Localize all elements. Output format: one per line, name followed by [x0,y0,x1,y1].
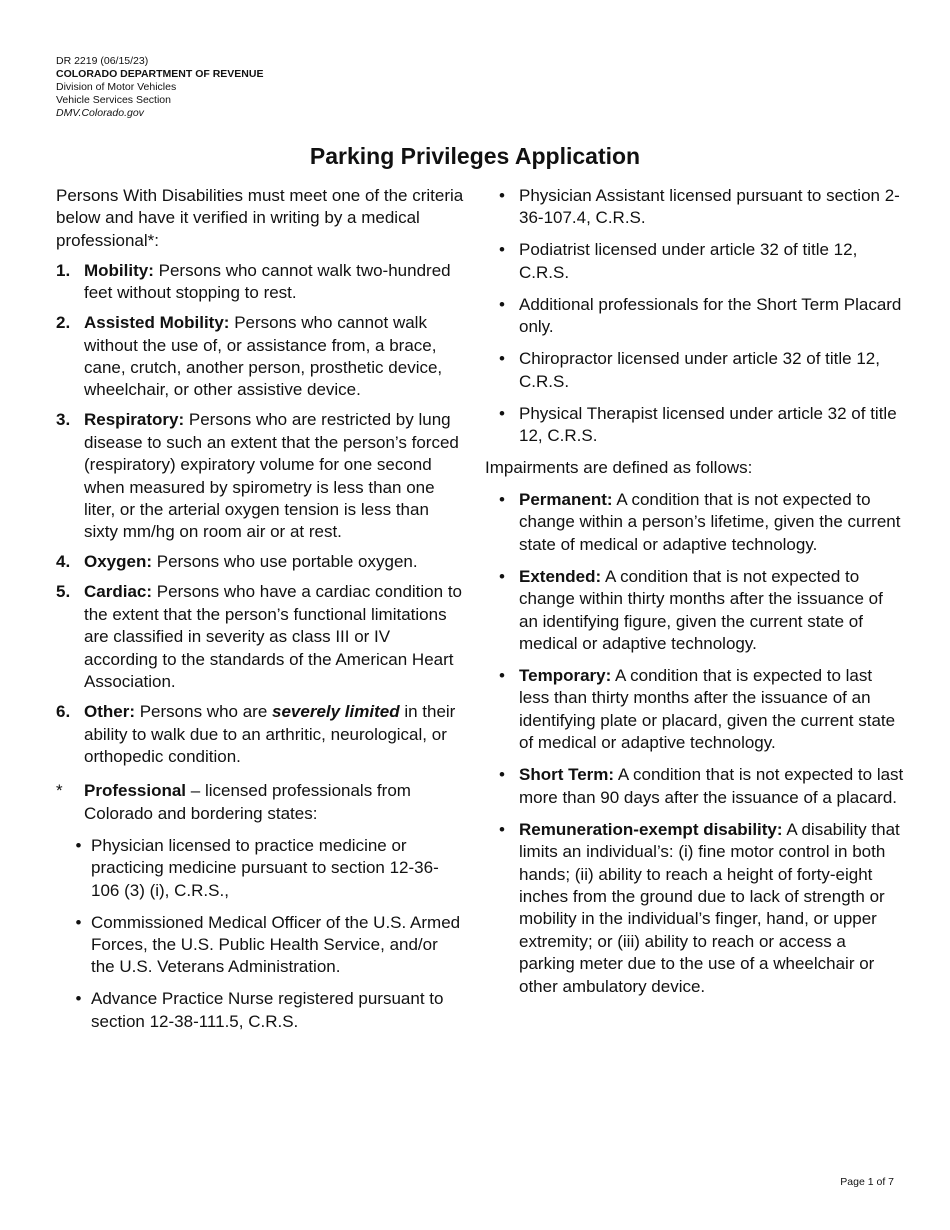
professional-item [66,835,466,902]
impairment-text: A condition that is not expected to last more than 90 days after the issuance of a placard. [519,765,904,807]
criterion-text: in their ability to walk due to an arthritic, neurological, or orthopedic condition. [84,702,456,766]
professional-item [485,239,905,284]
section-name: Vehicle Services Section [56,94,171,106]
bullet-icon: • [499,819,505,839]
bullet-icon: • [499,294,505,314]
criterion-cardiac [56,581,466,693]
criterion-body [84,701,466,768]
bullet-icon: • [499,566,505,586]
criterion-text: Persons who cannot walk two-hundred feet without stopping to rest. [84,260,451,303]
criterion-emphasis: severely limited [272,702,400,722]
bullet-icon: • [499,403,505,423]
professional-item-text: Physical Therapist licensed under article 32 of title 12, C.R.S. [519,403,897,446]
impairments-intro: Impairments are defined as follows: [485,458,753,478]
criterion-respiratory [56,409,466,543]
professional-item-text: Physician licensed to practice medicine or practicing medicine pursuant to section 12-36-106 (3) (i), C.R.S., [91,835,439,900]
bullet-icon: • [499,349,505,369]
criterion-oxygen [56,551,466,573]
form-number: DR 2219 (06/15/23) [56,55,149,67]
impairment-text: A disability that limits an individual’s: (i) fine motor control in both hands; (ii) ability to reach a height of forty-eight inches from the ground due to lack of strength or mobility in the individual’s finger, hand, or upper extremity; or (iii) ability to reach or access a parking meter due to the use of a wheelchair or other ambulatory device. [519,819,900,996]
impairment-extended [485,566,905,656]
professional-item [66,912,466,979]
impairment-text: A condition that is not expected to change within thirty months after the issuance of an identifying figure, given the current state of medical or adaptive technology. [519,566,883,654]
criterion-number: 5. [56,582,71,602]
impairment-label: Remuneration-exempt disability: [519,819,783,839]
bullet-icon: • [499,240,505,260]
criterion-body [84,551,466,573]
impairment-text: A condition that is not expected to change within a person’s lifetime, given the current state of medical or adaptive technology. [519,490,901,554]
professional-item-text: Podiatrist licensed under article 32 of title 12, C.R.S. [519,240,858,282]
criterion-text: Persons who are restricted by lung disease to such an extent that the person’s forced (respiratory) expiratory volume for one second when measured by spirometry is less than one liter, or the arterial oxygen tension is less than sixty mm/hg on room air or at rest. [84,410,459,542]
bullet-icon: • [499,490,505,510]
bullet-icon: • [75,912,82,932]
page-number: Page 1 of 7 [840,1176,894,1188]
criterion-body [84,409,466,543]
division-name: Division of Motor Vehicles [56,81,177,93]
right-column [485,185,905,998]
professional-item [485,294,905,339]
impairment-permanent [485,489,905,556]
impairment-text: A condition that is expected to last less than thirty months after the issuance of an identifying plate or placard, given the current state of medical or adaptive technology. [519,666,896,753]
professional-item-text: Advance Practice Nurse registered pursuant to section 12-38-111.5, C.R.S. [91,989,444,1031]
impairment-remuneration-exempt [485,819,905,998]
impairment-label: Short Term: [519,765,615,785]
criterion-number: 4. [56,552,71,572]
criterion-label: Assisted Mobility: [84,313,230,333]
intro-paragraph: Persons With Disabilities must meet one of the criteria below and have it verified in writing by a medical professional*: [56,186,464,250]
criterion-mobility [56,260,466,305]
bullet-icon: • [499,666,505,686]
professional-item-text: Commissioned Medical Officer of the U.S. Armed Forces, the U.S. Public Health Service, and/or the U.S. Veterans Administration. [91,912,461,977]
criterion-assisted-mobility [56,312,466,402]
criterion-body [84,581,466,693]
professional-text: – licensed professionals from Colorado and bordering states: [84,781,411,823]
criterion-text: Persons who have a cardiac condition to the extent that the person’s functional limitations are classified in severity as class III or IV according to the standards of the American Heart Association. [84,582,462,692]
criterion-body [84,260,466,305]
professional-item [485,403,905,448]
criterion-label: Oxygen: [84,552,153,572]
professional-item [66,988,466,1033]
bullet-icon: • [75,989,82,1009]
professional-item [485,185,905,230]
impairment-label: Extended: [519,566,602,586]
bullet-icon: • [75,835,82,855]
form-header [56,55,263,120]
professional-item [485,348,905,393]
criterion-number: 6. [56,702,71,722]
bullet-icon: • [499,765,505,785]
professional-item-text: Chiropractor licensed under article 32 of title 12, C.R.S. [519,349,880,391]
professional-item-text: Additional professionals for the Short Term Placard only. [519,294,902,337]
professional-item-text: Physician Assistant licensed pursuant to section 2-36-107.4, C.R.S. [519,186,900,228]
asterisk-marker: * [56,781,63,801]
criterion-number: 2. [56,313,71,333]
website: DMV.Colorado.gov [56,107,144,119]
criterion-text: Persons who are [135,702,273,722]
left-column [56,185,466,1033]
impairment-short-term [485,764,905,809]
criterion-number: 1. [56,260,71,280]
professional-note [56,780,466,825]
criterion-text: Persons who use portable oxygen. [152,552,418,572]
criterion-label: Respiratory: [84,410,185,430]
criterion-text: Persons who cannot walk without the use of, or assistance from, a brace, cane, crutch, another person, prosthetic device, wheelchair, or other assistive device. [84,313,443,400]
criterion-number: 3. [56,410,71,430]
criterion-other [56,701,466,768]
impairment-label: Temporary: [519,666,612,686]
page-title: Parking Privileges Application [309,143,641,169]
impairment-label: Permanent: [519,490,613,510]
department-name: COLORADO DEPARTMENT OF REVENUE [56,68,264,80]
criterion-label: Cardiac: [84,582,153,602]
professional-label: Professional [84,781,187,801]
impairment-temporary [485,665,905,755]
bullet-icon: • [499,186,505,205]
criterion-label: Mobility: [84,260,154,280]
criterion-label: Other: [84,702,135,722]
criterion-body [84,312,466,402]
